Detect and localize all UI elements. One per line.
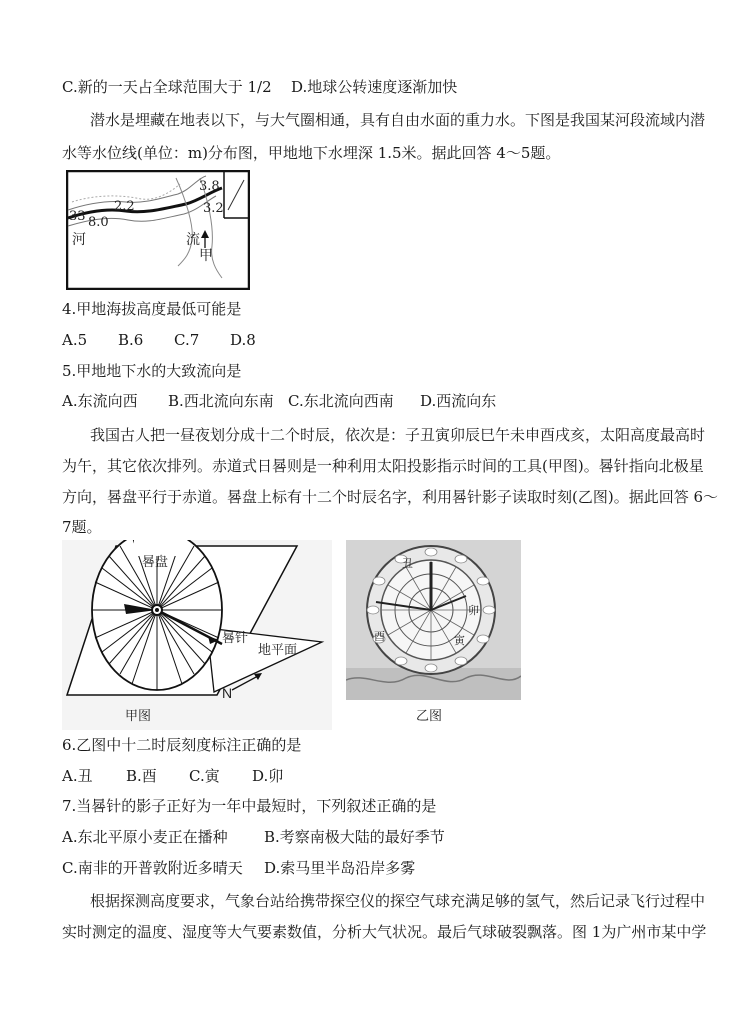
passage3-line2: 实时测定的温度、湿度等大气要素数值，分析大气状况。最后气球破裂飘落。图 1为广州市某中学	[62, 923, 707, 941]
q5-option-c: C.东北流向西南	[288, 392, 394, 410]
passage2-line3: 方向，晷盘平行于赤道。晷盘上标有十二个时辰名字，利用晷针影子读取时刻(乙图)。据此回答 6～	[62, 488, 719, 506]
flow-label: 流	[186, 232, 200, 248]
sundial-photo-yi	[346, 540, 521, 725]
q4-option-d: D.8	[230, 331, 256, 349]
ground-plane-label: 地平面	[258, 643, 298, 658]
q6-option-d: D.卯	[252, 767, 284, 785]
mark-yin: 寅	[454, 634, 465, 647]
q7-option-d: D.索马里半岛沿岸多雾	[264, 859, 416, 877]
q6-option-b: B.酉	[126, 767, 157, 785]
contour-label-5: 8.0	[88, 215, 109, 230]
q6-option-c: C.寅	[189, 767, 220, 785]
q5-option-d: D.西流向东	[420, 392, 497, 410]
q4-option-b: B.6	[118, 331, 144, 349]
q7-option-a: A.东北平原小麦正在播种	[62, 828, 228, 846]
q6-option-a: A.丑	[62, 767, 93, 785]
q3-option-c: C.新的一天占全球范围大于 1/2	[62, 78, 272, 96]
mark-you: 酉	[374, 630, 385, 643]
passage1-line2: 水等水位线(单位：m)分布图，甲地地下水埋深 1.5米。据此回答 4～5题。	[62, 144, 561, 162]
passage1-line1: 潜水是埋藏在地表以下，与大气圈相通，具有自由水面的重力水。下图是我国某河段流域内潜	[90, 111, 706, 129]
q4-stem: 4.甲地海拔高度最低可能是	[62, 300, 242, 318]
q5-option-b: B.西北流向东南	[168, 392, 274, 410]
q7-option-c: C.南非的开普敦附近多晴天	[62, 859, 243, 877]
gnomon-label: 晷针	[222, 631, 249, 646]
disc-label: 晷盘	[142, 555, 169, 570]
passage2-line4: 7题。	[62, 518, 102, 536]
contour-label-4: 33	[69, 209, 86, 224]
q4-option-a: A.5	[62, 331, 88, 349]
q5-stem: 5.甲地地下水的大致流向是	[62, 362, 242, 380]
q4-option-c: C.7	[174, 331, 200, 349]
mark-mao: 卯	[468, 604, 479, 617]
contour-label-1: 3.8	[199, 179, 220, 194]
river-label: 河	[72, 232, 86, 248]
site-label: 甲	[199, 248, 213, 264]
q6-stem: 6.乙图中十二时辰刻度标注正确的是	[62, 736, 302, 754]
mark-chou: 丑	[402, 557, 413, 570]
q5-option-a: A.东流向西	[62, 392, 138, 410]
passage2-line1: 我国古人把一昼夜划分成十二个时辰，依次是：子丑寅卯辰巳午未申酉戌亥，太阳高度最高时	[90, 426, 706, 444]
q7-stem: 7.当晷针的影子正好为一年中最短时，下列叙述正确的是	[62, 797, 437, 815]
sundial-figure-jia	[62, 540, 332, 730]
q3-option-d: D.地球公转速度逐渐加快	[291, 78, 458, 96]
groundwater-contour-map	[66, 170, 250, 290]
caption-jia: 甲图	[125, 709, 152, 724]
contour-label-3: 3.2	[203, 201, 224, 216]
q7-option-b: B.考察南极大陆的最好季节	[264, 828, 445, 846]
passage2-line2: 为午，其它依次排列。赤道式日晷则是一种利用太阳投影指示时间的工具(甲图)。晷针指向北极星	[62, 457, 704, 475]
contour-label-2: 2.2	[114, 199, 135, 214]
caption-yi: 乙图	[416, 709, 443, 724]
passage3-line1: 根据探测高度要求，气象台站给携带探空仪的探空气球充满足够的氢气，然后记录飞行过程中	[90, 892, 706, 910]
north-label: N	[222, 685, 233, 701]
